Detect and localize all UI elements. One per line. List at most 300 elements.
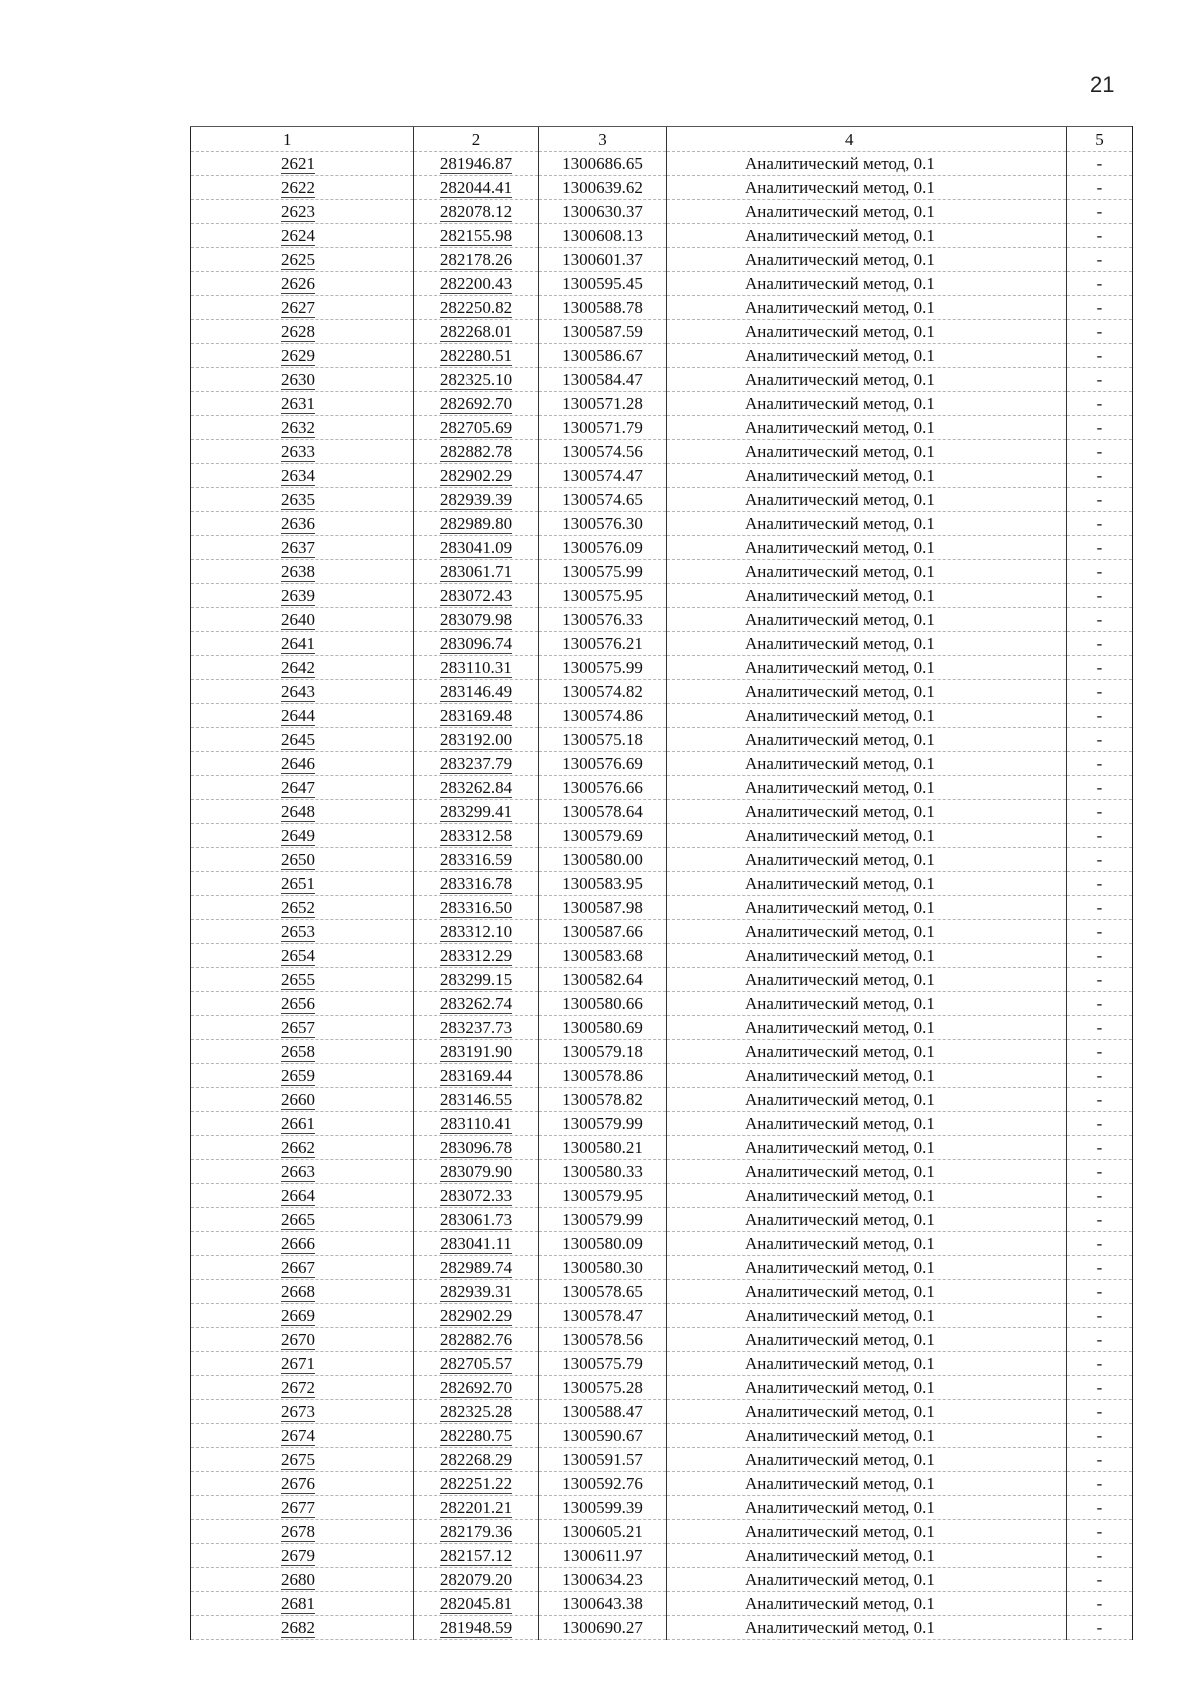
point-number: 2651 — [281, 874, 315, 893]
table-row — [191, 608, 1133, 632]
method-description: Аналитический метод, 0.1 — [745, 682, 935, 701]
coordinate-x: 282989.74 — [439, 1258, 513, 1277]
coordinate-x: 283110.41 — [440, 1114, 512, 1133]
point-number: 2641 — [281, 634, 315, 653]
coordinate-y: 1300634.23 — [562, 1570, 643, 1589]
method-description: Аналитический метод, 0.1 — [745, 562, 935, 581]
note-dash: - — [1096, 202, 1103, 221]
table-row — [191, 368, 1133, 392]
coordinate-x: 282178.26 — [439, 250, 513, 269]
coordinate-y: 1300639.62 — [562, 178, 643, 197]
coordinate-y: 1300575.99 — [562, 562, 643, 581]
point-number: 2636 — [281, 514, 315, 533]
coordinate-y: 1300579.95 — [562, 1186, 643, 1205]
point-number: 2679 — [281, 1546, 315, 1565]
coordinate-y: 1300588.47 — [562, 1402, 643, 1421]
note-dash: - — [1096, 658, 1103, 677]
point-number: 2649 — [281, 826, 315, 845]
coordinate-x: 283312.10 — [439, 922, 513, 941]
coordinate-x: 282157.12 — [439, 1546, 513, 1565]
coordinate-y: 1300575.79 — [562, 1354, 643, 1373]
coordinate-y: 1300578.64 — [562, 802, 643, 821]
method-description: Аналитический метод, 0.1 — [745, 1114, 935, 1133]
method-description: Аналитический метод, 0.1 — [745, 322, 935, 341]
method-description: Аналитический метод, 0.1 — [745, 394, 935, 413]
page-number: 21 — [1090, 72, 1115, 97]
table-row — [191, 992, 1133, 1016]
coordinate-y: 1300574.47 — [562, 466, 643, 485]
point-number: 2623 — [281, 202, 315, 221]
note-dash: - — [1096, 538, 1103, 557]
method-description: Аналитический метод, 0.1 — [745, 514, 935, 533]
method-description: Аналитический метод, 0.1 — [745, 898, 935, 917]
table-row — [191, 1424, 1133, 1448]
point-number: 2637 — [281, 538, 315, 557]
method-description: Аналитический метод, 0.1 — [745, 706, 935, 725]
coordinate-x: 282079.20 — [439, 1570, 513, 1589]
point-number: 2680 — [281, 1570, 315, 1589]
point-number: 2675 — [281, 1450, 315, 1469]
table-row — [191, 1472, 1133, 1496]
method-description: Аналитический метод, 0.1 — [745, 370, 935, 389]
coordinate-x: 282902.29 — [439, 1306, 513, 1325]
note-dash: - — [1096, 898, 1103, 917]
method-description: Аналитический метод, 0.1 — [745, 442, 935, 461]
note-dash: - — [1096, 1354, 1103, 1373]
coordinate-y: 1300579.99 — [562, 1114, 643, 1133]
coordinate-x: 283096.74 — [439, 634, 513, 653]
coordinate-y: 1300576.33 — [562, 610, 643, 629]
table-row — [191, 512, 1133, 536]
note-dash: - — [1096, 1546, 1103, 1565]
header-row — [191, 127, 1133, 152]
table-row — [191, 1616, 1133, 1640]
coordinate-x: 283061.71 — [439, 562, 513, 581]
table-row — [191, 1520, 1133, 1544]
note-dash: - — [1096, 322, 1103, 341]
point-number: 2678 — [281, 1522, 315, 1541]
note-dash: - — [1096, 1042, 1103, 1061]
point-number: 2659 — [281, 1066, 315, 1085]
point-number: 2677 — [281, 1498, 315, 1517]
coordinate-y: 1300686.65 — [562, 154, 643, 173]
coordinate-x: 282251.22 — [439, 1474, 513, 1493]
point-number: 2656 — [281, 994, 315, 1013]
point-number: 2644 — [281, 706, 315, 725]
table-row — [191, 800, 1133, 824]
method-description: Аналитический метод, 0.1 — [745, 778, 935, 797]
note-dash: - — [1096, 1090, 1103, 1109]
note-dash: - — [1096, 586, 1103, 605]
note-dash: - — [1096, 1594, 1103, 1613]
coordinate-x: 282692.70 — [439, 1378, 513, 1397]
coordinate-y: 1300583.68 — [562, 946, 643, 965]
coordinate-y: 1300576.66 — [562, 778, 643, 797]
coordinate-x: 282692.70 — [439, 394, 513, 413]
note-dash: - — [1096, 370, 1103, 389]
table-row — [191, 1496, 1133, 1520]
method-description: Аналитический метод, 0.1 — [745, 1282, 935, 1301]
method-description: Аналитический метод, 0.1 — [745, 202, 935, 221]
point-number: 2648 — [281, 802, 315, 821]
table-row — [191, 1208, 1133, 1232]
point-number: 2635 — [281, 490, 315, 509]
coordinate-y: 1300584.47 — [562, 370, 643, 389]
table-row — [191, 776, 1133, 800]
coordinate-x: 282939.31 — [439, 1282, 513, 1301]
point-number: 2674 — [281, 1426, 315, 1445]
table-row — [191, 1376, 1133, 1400]
coordinate-x: 282325.10 — [439, 370, 513, 389]
table-row — [191, 1232, 1133, 1256]
table-row — [191, 920, 1133, 944]
table-row — [191, 896, 1133, 920]
table-row — [191, 1352, 1133, 1376]
coordinate-x: 283072.43 — [439, 586, 513, 605]
note-dash: - — [1096, 466, 1103, 485]
method-description: Аналитический метод, 0.1 — [745, 1474, 935, 1493]
method-description: Аналитический метод, 0.1 — [745, 658, 935, 677]
point-number: 2650 — [281, 850, 315, 869]
note-dash: - — [1096, 610, 1103, 629]
coordinate-y: 1300587.98 — [562, 898, 643, 917]
coordinate-x: 283299.15 — [439, 970, 513, 989]
coordinate-y: 1300578.82 — [562, 1090, 643, 1109]
note-dash: - — [1096, 682, 1103, 701]
note-dash: - — [1096, 1258, 1103, 1277]
coordinate-y: 1300690.27 — [562, 1618, 643, 1637]
point-number: 2657 — [281, 1018, 315, 1037]
coordinate-x: 283299.41 — [439, 802, 513, 821]
table-row — [191, 1568, 1133, 1592]
table-row — [191, 440, 1133, 464]
table-row — [191, 224, 1133, 248]
note-dash: - — [1096, 1330, 1103, 1349]
table-row — [191, 1112, 1133, 1136]
coordinate-x: 283237.73 — [439, 1018, 513, 1037]
table-row — [191, 560, 1133, 584]
coordinate-y: 1300582.64 — [562, 970, 643, 989]
note-dash: - — [1096, 1138, 1103, 1157]
table-row — [191, 1256, 1133, 1280]
note-dash: - — [1096, 706, 1103, 725]
point-number: 2647 — [281, 778, 315, 797]
table-row — [191, 536, 1133, 560]
point-number: 2658 — [281, 1042, 315, 1061]
note-dash: - — [1096, 1618, 1103, 1637]
point-number: 2625 — [281, 250, 315, 269]
coordinate-x: 283096.78 — [439, 1138, 513, 1157]
coordinate-x: 283061.73 — [439, 1210, 513, 1229]
note-dash: - — [1096, 394, 1103, 413]
note-dash: - — [1096, 1402, 1103, 1421]
note-dash: - — [1096, 778, 1103, 797]
coordinate-x: 283262.74 — [439, 994, 513, 1013]
coordinate-y: 1300595.45 — [562, 274, 643, 293]
point-number: 2621 — [281, 154, 315, 173]
note-dash: - — [1096, 994, 1103, 1013]
point-number: 2664 — [281, 1186, 315, 1205]
coordinate-y: 1300578.65 — [562, 1282, 643, 1301]
note-dash: - — [1096, 1378, 1103, 1397]
note-dash: - — [1096, 970, 1103, 989]
coordinate-x: 282280.51 — [439, 346, 513, 365]
coordinate-y: 1300575.95 — [562, 586, 643, 605]
coordinate-y: 1300580.09 — [562, 1234, 643, 1253]
table-row — [191, 1304, 1133, 1328]
table-row — [191, 1016, 1133, 1040]
coordinate-y: 1300601.37 — [562, 250, 643, 269]
coordinate-y: 1300630.37 — [562, 202, 643, 221]
point-number: 2643 — [281, 682, 315, 701]
coordinate-y: 1300599.39 — [562, 1498, 643, 1517]
point-number: 2670 — [281, 1330, 315, 1349]
method-description: Аналитический метод, 0.1 — [745, 178, 935, 197]
method-description: Аналитический метод, 0.1 — [745, 1450, 935, 1469]
note-dash: - — [1096, 1570, 1103, 1589]
coordinate-y: 1300578.86 — [562, 1066, 643, 1085]
coordinate-y: 1300583.95 — [562, 874, 643, 893]
note-dash: - — [1096, 1474, 1103, 1493]
note-dash: - — [1096, 826, 1103, 845]
method-description: Аналитический метод, 0.1 — [745, 1210, 935, 1229]
point-number: 2626 — [281, 274, 315, 293]
note-dash: - — [1096, 730, 1103, 749]
coordinate-y: 1300590.67 — [562, 1426, 643, 1445]
method-description: Аналитический метод, 0.1 — [745, 298, 935, 317]
coordinate-y: 1300587.66 — [562, 922, 643, 941]
method-description: Аналитический метод, 0.1 — [745, 1354, 935, 1373]
header-col-5: 5 — [1067, 127, 1133, 152]
coordinate-x: 283079.90 — [439, 1162, 513, 1181]
coordinate-y: 1300580.30 — [562, 1258, 643, 1277]
coordinate-x: 283316.50 — [439, 898, 513, 917]
point-number: 2654 — [281, 946, 315, 965]
method-description: Аналитический метод, 0.1 — [745, 1522, 935, 1541]
table-row — [191, 464, 1133, 488]
table-row — [191, 824, 1133, 848]
method-description: Аналитический метод, 0.1 — [745, 970, 935, 989]
point-number: 2653 — [281, 922, 315, 941]
method-description: Аналитический метод, 0.1 — [745, 1018, 935, 1037]
coordinate-y: 1300591.57 — [562, 1450, 643, 1469]
table-row — [191, 392, 1133, 416]
method-description: Аналитический метод, 0.1 — [745, 754, 935, 773]
note-dash: - — [1096, 634, 1103, 653]
note-dash: - — [1096, 1498, 1103, 1517]
coordinate-y: 1300571.79 — [562, 418, 643, 437]
coordinate-x: 283312.29 — [439, 946, 513, 965]
point-number: 2640 — [281, 610, 315, 629]
method-description: Аналитический метод, 0.1 — [745, 586, 935, 605]
point-number: 2665 — [281, 1210, 315, 1229]
note-dash: - — [1096, 802, 1103, 821]
coordinate-y: 1300575.28 — [562, 1378, 643, 1397]
coordinate-x: 283312.58 — [439, 826, 513, 845]
table-row — [191, 656, 1133, 680]
coordinate-y: 1300587.59 — [562, 322, 643, 341]
point-number: 2671 — [281, 1354, 315, 1373]
coordinate-y: 1300574.82 — [562, 682, 643, 701]
note-dash: - — [1096, 754, 1103, 773]
table-row — [191, 416, 1133, 440]
coordinate-y: 1300576.21 — [562, 634, 643, 653]
coordinate-x: 282268.01 — [439, 322, 513, 341]
coordinate-x: 282045.81 — [439, 1594, 513, 1613]
coordinate-x: 283316.59 — [439, 850, 513, 869]
point-number: 2632 — [281, 418, 315, 437]
coordinate-y: 1300580.66 — [562, 994, 643, 1013]
method-description: Аналитический метод, 0.1 — [745, 1234, 935, 1253]
point-number: 2642 — [281, 658, 315, 677]
table-row — [191, 704, 1133, 728]
table-row — [191, 1592, 1133, 1616]
coordinate-x: 282939.39 — [439, 490, 513, 509]
point-number: 2628 — [281, 322, 315, 341]
coordinate-x: 282268.29 — [439, 1450, 513, 1469]
point-number: 2631 — [281, 394, 315, 413]
coordinate-y: 1300574.65 — [562, 490, 643, 509]
point-number: 2638 — [281, 562, 315, 581]
coordinate-x: 281946.87 — [439, 154, 513, 173]
point-number: 2660 — [281, 1090, 315, 1109]
note-dash: - — [1096, 1450, 1103, 1469]
point-number: 2669 — [281, 1306, 315, 1325]
coordinate-x: 282705.57 — [439, 1354, 513, 1373]
coordinate-y: 1300574.56 — [562, 442, 643, 461]
note-dash: - — [1096, 562, 1103, 581]
table-row — [191, 248, 1133, 272]
coordinate-x: 282078.12 — [439, 202, 513, 221]
method-description: Аналитический метод, 0.1 — [745, 1546, 935, 1565]
note-dash: - — [1096, 226, 1103, 245]
table-row — [191, 1544, 1133, 1568]
note-dash: - — [1096, 346, 1103, 365]
coordinate-y: 1300579.18 — [562, 1042, 643, 1061]
coordinate-x: 282044.41 — [439, 178, 513, 197]
note-dash: - — [1096, 1210, 1103, 1229]
coordinate-x: 282155.98 — [439, 226, 513, 245]
table-body — [191, 152, 1133, 1640]
method-description: Аналитический метод, 0.1 — [745, 1162, 935, 1181]
coordinate-x: 283169.44 — [439, 1066, 513, 1085]
note-dash: - — [1096, 1018, 1103, 1037]
table-row — [191, 1040, 1133, 1064]
coordinate-x: 282280.75 — [439, 1426, 513, 1445]
coordinate-y: 1300574.86 — [562, 706, 643, 725]
method-description: Аналитический метод, 0.1 — [745, 1426, 935, 1445]
coordinates-table — [190, 126, 1133, 1640]
point-number: 2661 — [281, 1114, 315, 1133]
method-description: Аналитический метод, 0.1 — [745, 1258, 935, 1277]
coordinate-x: 282902.29 — [439, 466, 513, 485]
table-row — [191, 1448, 1133, 1472]
point-number: 2673 — [281, 1402, 315, 1421]
table-row — [191, 944, 1133, 968]
note-dash: - — [1096, 874, 1103, 893]
coordinate-x: 283072.33 — [439, 1186, 513, 1205]
table-row — [191, 1136, 1133, 1160]
table-row — [191, 1328, 1133, 1352]
note-dash: - — [1096, 1114, 1103, 1133]
point-number: 2639 — [281, 586, 315, 605]
coordinate-x: 283110.31 — [440, 658, 512, 677]
note-dash: - — [1096, 946, 1103, 965]
coordinate-y: 1300575.99 — [562, 658, 643, 677]
note-dash: - — [1096, 490, 1103, 509]
table-row — [191, 488, 1133, 512]
coordinate-y: 1300580.21 — [562, 1138, 643, 1157]
coordinate-y: 1300576.30 — [562, 514, 643, 533]
coordinate-y: 1300580.33 — [562, 1162, 643, 1181]
method-description: Аналитический метод, 0.1 — [745, 802, 935, 821]
point-number: 2629 — [281, 346, 315, 365]
note-dash: - — [1096, 1162, 1103, 1181]
coordinate-y: 1300578.56 — [562, 1330, 643, 1349]
coordinate-x: 283262.84 — [439, 778, 513, 797]
coordinate-x: 283146.49 — [439, 682, 513, 701]
coordinate-y: 1300586.67 — [562, 346, 643, 365]
coordinate-x: 281948.59 — [439, 1618, 513, 1637]
note-dash: - — [1096, 154, 1103, 173]
coordinate-x: 283041.09 — [439, 538, 513, 557]
table-row — [191, 176, 1133, 200]
coordinate-y: 1300576.09 — [562, 538, 643, 557]
method-description: Аналитический метод, 0.1 — [745, 154, 935, 173]
point-number: 2662 — [281, 1138, 315, 1157]
table-row — [191, 584, 1133, 608]
point-number: 2676 — [281, 1474, 315, 1493]
header-col-2: 2 — [414, 127, 539, 152]
method-description: Аналитический метод, 0.1 — [745, 1594, 935, 1613]
point-number: 2624 — [281, 226, 315, 245]
note-dash: - — [1096, 514, 1103, 533]
header-col-1: 1 — [191, 127, 414, 152]
coordinate-x: 282179.36 — [439, 1522, 513, 1541]
method-description: Аналитический метод, 0.1 — [745, 730, 935, 749]
note-dash: - — [1096, 418, 1103, 437]
point-number: 2634 — [281, 466, 315, 485]
method-description: Аналитический метод, 0.1 — [745, 946, 935, 965]
note-dash: - — [1096, 1306, 1103, 1325]
table-header — [191, 127, 1133, 152]
table-row — [191, 1088, 1133, 1112]
note-dash: - — [1096, 922, 1103, 941]
table-row — [191, 968, 1133, 992]
note-dash: - — [1096, 442, 1103, 461]
method-description: Аналитический метод, 0.1 — [745, 1402, 935, 1421]
coordinate-y: 1300588.78 — [562, 298, 643, 317]
method-description: Аналитический метод, 0.1 — [745, 1378, 935, 1397]
coordinate-y: 1300605.21 — [562, 1522, 643, 1541]
point-number: 2672 — [281, 1378, 315, 1397]
table-row — [191, 1280, 1133, 1304]
method-description: Аналитический метод, 0.1 — [745, 634, 935, 653]
method-description: Аналитический метод, 0.1 — [745, 610, 935, 629]
table-row — [191, 632, 1133, 656]
coordinate-x: 282200.43 — [439, 274, 513, 293]
table-row — [191, 272, 1133, 296]
coordinate-x: 282989.80 — [439, 514, 513, 533]
method-description: Аналитический метод, 0.1 — [745, 1090, 935, 1109]
note-dash: - — [1096, 1066, 1103, 1085]
method-description: Аналитический метод, 0.1 — [745, 1138, 935, 1157]
coordinate-y: 1300576.69 — [562, 754, 643, 773]
table-row — [191, 680, 1133, 704]
method-description: Аналитический метод, 0.1 — [745, 874, 935, 893]
method-description: Аналитический метод, 0.1 — [745, 994, 935, 1013]
point-number: 2645 — [281, 730, 315, 749]
